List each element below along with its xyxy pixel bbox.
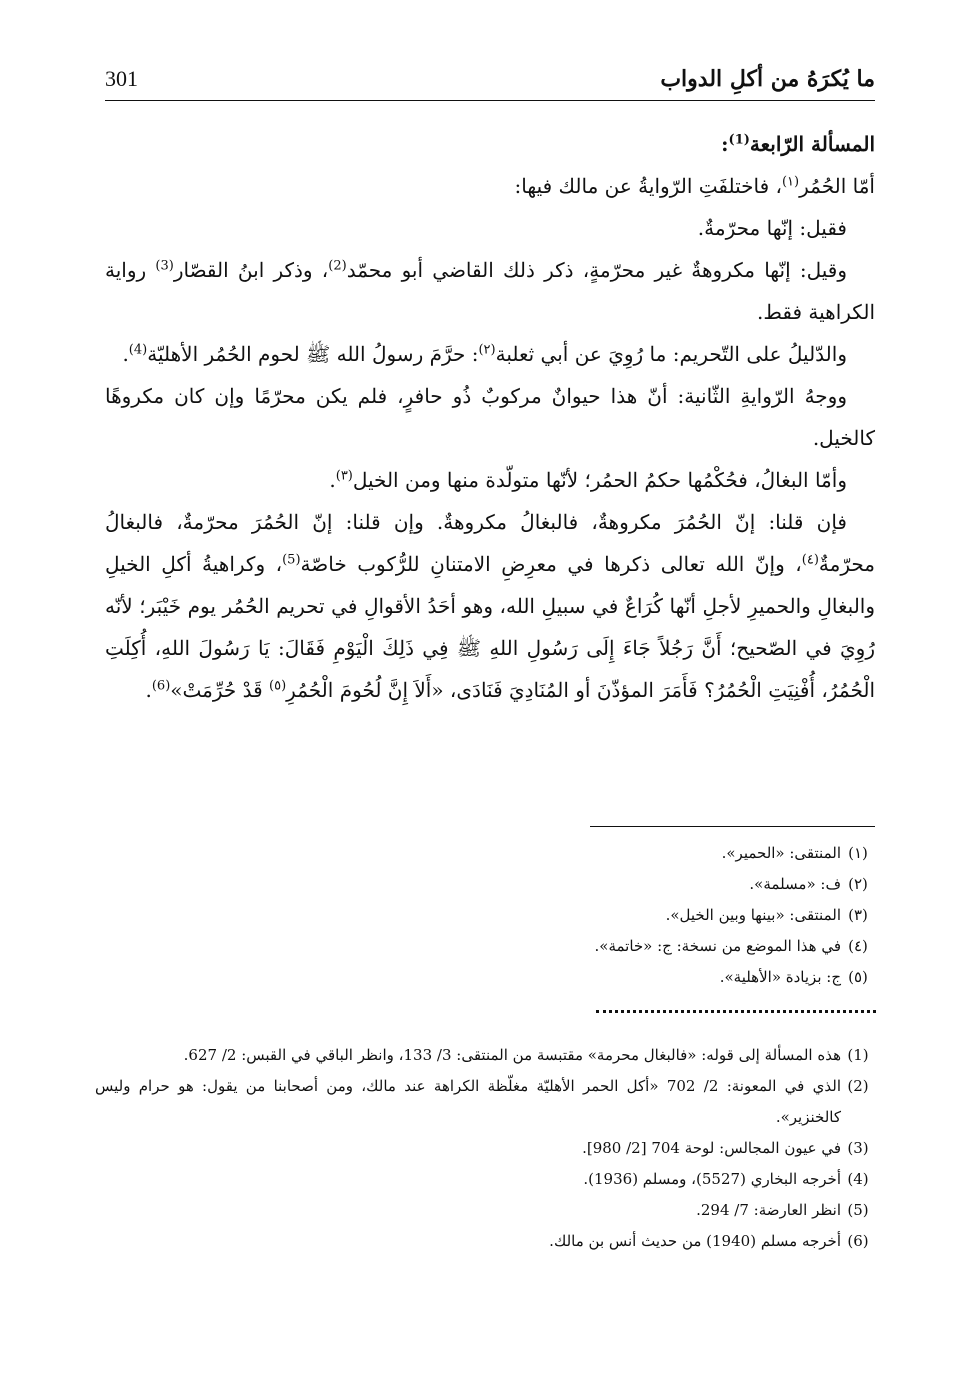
footnote-item: (٢) ف: «مسلمة».	[749, 875, 868, 893]
footnote-item: (6) أخرجه مسلم (1940) من حديث أنس بن مالك.	[549, 1232, 869, 1250]
footnote-ref[interactable]: (6)	[151, 678, 171, 694]
running-header	[105, 60, 875, 101]
chapter-title: ما يُكرَهُ من أكلِ الدواب	[660, 66, 875, 92]
footnote-ref[interactable]: (٢)	[478, 342, 496, 358]
paragraph: والدّليلُ على التّحريم: ما رُوِيَ عن أبي ثعلبة$^{(٢)}$: حرَّمَ رسولُ الله ﷺ لحوم الحُمُر الأهليّة$^{(4)}$.	[122, 342, 847, 366]
footnote-ref[interactable]: (1)	[728, 132, 750, 148]
footnote-ref[interactable]: (١)	[781, 174, 800, 190]
footnote-item: (٣) المنتقى: «بينها وبين الخيل».	[665, 906, 868, 924]
main-text	[105, 123, 875, 711]
paragraph: أمّا الحُمُر$^{(١)}$، فاختلفَتِ الرّوايةُ عن مالك فيها:	[514, 174, 875, 198]
footnote-item: (5) انظر العارضة: 7/ 294.	[696, 1201, 869, 1219]
footnote-ref[interactable]: (٥)	[269, 678, 287, 694]
page	[105, 60, 875, 711]
footnote-ref[interactable]: (3)	[155, 258, 174, 274]
dotted-separator	[596, 1010, 876, 1013]
page-number: 301	[105, 66, 138, 91]
footnote-ref[interactable]: (٣)	[335, 468, 353, 484]
paragraph: وقيل: إنّها مكروهةٌ غير محرّمةٍ، ذكر ذلك القاضي أبو محمّد$^{(2)}$، وذكر ابنُ القصّار$^{(3)}$ رواية الكراهية فقط.	[105, 258, 875, 324]
section-heading: المسألة الرّابعة$^{(1)}$:	[721, 132, 875, 156]
editor-footnotes	[95, 1040, 875, 1257]
footnote-item: (2) الذي في المعونة: 2/ 702 «أكل الحمر الأهليّة مغلّظة الكراهة عند مالك، ومن أصحابنا من يقول: هو حرام وليس كالخنزير».	[95, 1077, 869, 1126]
footnote-item: (١) المنتقى: «الحمير».	[721, 844, 868, 862]
footnote-ref[interactable]: (٤)	[801, 552, 819, 568]
footnote-item: (٤) في هذا الموضع من نسخة: ج: «خاتمة».	[594, 937, 868, 955]
footnote-item: (1) هذه المسألة إلى قوله: «فالبغال محرمة» مقتبسة من المنتقى: 3/ 133، وانظر الباقي في القبس: 2/ 627.	[183, 1046, 869, 1064]
footnote-item: (٥) ج: بزيادة «الأهلية».	[719, 968, 868, 986]
footnote-ref[interactable]: (2)	[328, 258, 347, 274]
paragraph: فقيل: إنّها محرّمةٌ.	[697, 216, 847, 240]
footnote-ref[interactable]: (4)	[128, 342, 148, 358]
variant-footnotes	[95, 838, 875, 993]
footnote-item: (3) في عيون المجالس: لوحة 704 [2/ 980].	[582, 1139, 869, 1157]
paragraph: فإن قلنا: إنّ الحُمُرَ مكروهةٌ، فالبغالُ مكروهةٌ. وإن قلنا: إنّ الحُمُرَ محرّمةٌ، فالبغالُ محرّمةٌ$^{(٤)}$، وإنّ الله تعالى ذكرها في معرِضِ الامتنانِ للرُّكوب خاصّة$^{(5)}$، وكراهيةُ أكلِ الخيلِ والبغالِ والحميرِ لأجلِ أنّها كُرَاعٌ في سبيلِ الله، وهو أحَدُ الأقوالِ في تحريم الحُمُر يوم خَيْبَر؛ لأنّه رُوِيَ في الصّحيح؛ أَنَّ رَجُلاً جَاءَ إِلَى رَسُولِ اللهِ ﷺ فِي ذَلِكَ الْيَوْمِ فَقَالَ: يَا رَسُولَ اللهِ، أُكِلَتِ الْحُمُرُ، أُفْنِيَتِ الْحُمُرُ؟ فَأَمَرَ المؤذّنَ أو المُنَادِيَ فَنَادَى، «أَلاَ إِنَّ لُحُومَ الْحُمُرِ$^{(٥)}$ قَدْ حُرِّمَتْ»$^{(6)}$.	[105, 510, 875, 702]
footnote-item: (4) أخرجه البخاري (5527)، ومسلم (1936).	[583, 1170, 869, 1188]
paragraph: ووجهُ الرّوايةِ الثّانية: أنّ هذا حيوانٌ مركوبٌ ذُو حافرٍ، فلم يكن محرّمًا وإن كان مكروهًا كالخيل.	[105, 384, 875, 450]
footnote-ref[interactable]: (5)	[282, 552, 301, 568]
paragraph: وأمّا البغالُ، فحُكْمُها حكمُ الحمُر؛ لأنّها متولّدة منها ومن الخيل$^{(٣)}$.	[329, 468, 847, 492]
footnote-separator	[590, 826, 875, 827]
